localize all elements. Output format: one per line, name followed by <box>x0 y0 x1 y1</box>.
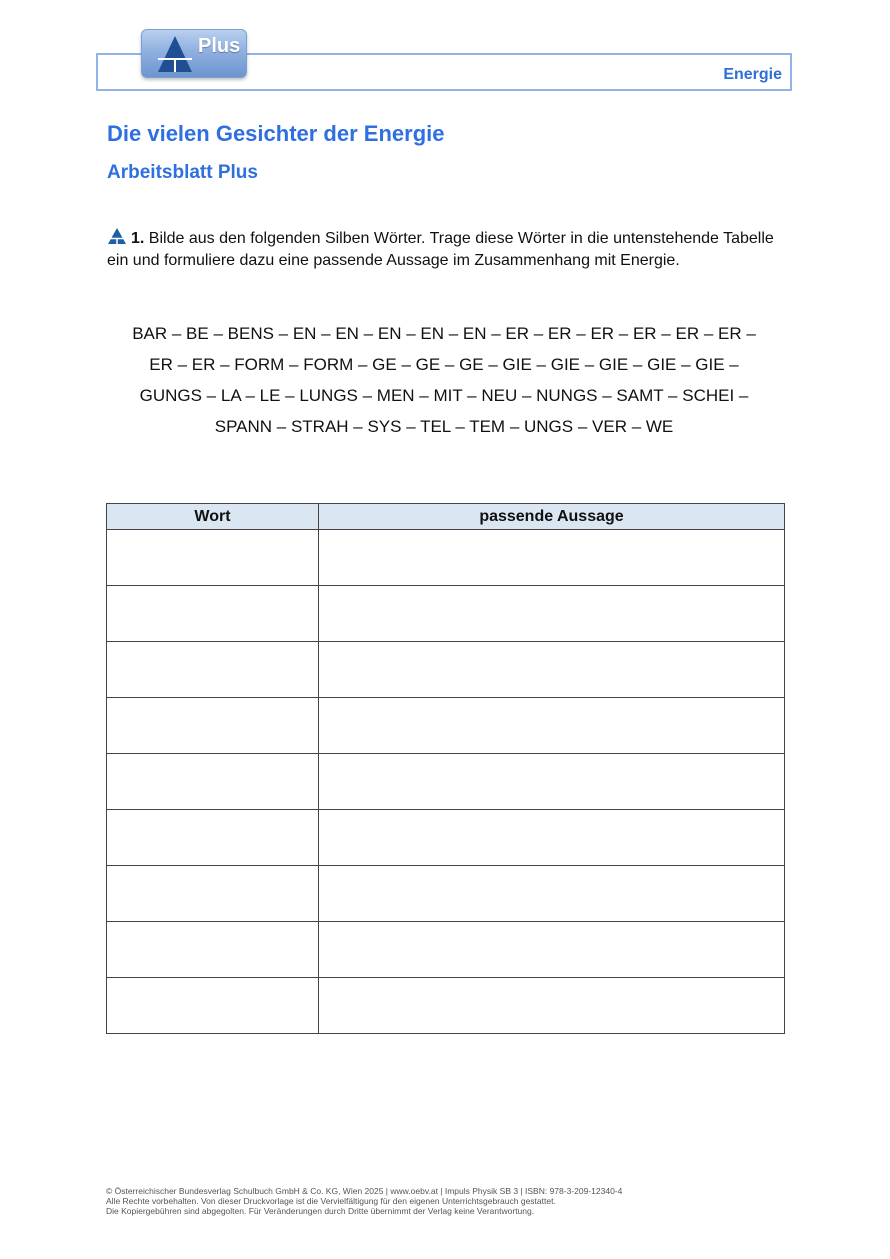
syllable-line: GUNGS – LA – LE – LUNGS – MEN – MIT – NEU – NUNGS – SAMT – SCHEI – <box>139 386 749 405</box>
footer-line: Die Kopiergebühren sind abgegolten. Für Veränderungen durch Dritte übernimmt der Verlag keine Verantwortung. <box>106 1206 535 1216</box>
syllable-list <box>96 318 792 442</box>
table-row <box>107 530 785 586</box>
table-header-row <box>107 504 785 530</box>
statement-cell[interactable] <box>319 922 785 978</box>
answer-table <box>106 503 785 1034</box>
page-title: Die vielen Gesichter der Energie <box>107 121 445 146</box>
statement-cell[interactable] <box>319 978 785 1034</box>
statement-cell[interactable] <box>319 754 785 810</box>
footer <box>106 1186 806 1216</box>
page-subtitle: Arbeitsblatt Plus <box>107 162 258 183</box>
word-cell[interactable] <box>107 978 319 1034</box>
task-number: 1. <box>131 230 145 247</box>
statement-cell[interactable] <box>319 810 785 866</box>
column-header-aussage: passende Aussage <box>319 504 785 530</box>
topic-label: Energie <box>723 66 782 83</box>
logo-text: Plus <box>198 35 241 57</box>
task-text: Bilde aus den folgenden Silben Wörter. Trage diese Wörter in die untenstehende Tabelle ein und formuliere dazu eine passende Aussage im Zusammenhang mit Energie. <box>107 230 774 269</box>
word-cell[interactable] <box>107 866 319 922</box>
table-row <box>107 810 785 866</box>
table-row <box>107 642 785 698</box>
table-row <box>107 754 785 810</box>
statement-cell[interactable] <box>319 530 785 586</box>
word-cell[interactable] <box>107 810 319 866</box>
word-cell[interactable] <box>107 586 319 642</box>
statement-cell[interactable] <box>319 642 785 698</box>
footer-line: © Österreichischer Bundesverlag Schulbuch GmbH & Co. KG, Wien 2025 | www.oebv.at | Impuls Physik SB 3 | ISBN: 978-3-209-12340-4 <box>106 1186 623 1196</box>
statement-cell[interactable] <box>319 866 785 922</box>
syllable-line: SPANN – STRAH – SYS – TEL – TEM – UNGS – VER – WE <box>214 417 674 436</box>
table-row <box>107 866 785 922</box>
plus-logo <box>141 29 247 78</box>
table-row <box>107 586 785 642</box>
task-instruction <box>107 227 787 271</box>
table-row <box>107 978 785 1034</box>
pyramid-task-icon <box>107 227 127 251</box>
pyramid-logo-icon <box>156 34 194 74</box>
syllable-line: ER – ER – FORM – FORM – GE – GE – GE – GIE – GIE – GIE – GIE – GIE – <box>149 355 739 374</box>
word-cell[interactable] <box>107 698 319 754</box>
table-row <box>107 922 785 978</box>
word-cell[interactable] <box>107 754 319 810</box>
syllable-line: BAR – BE – BENS – EN – EN – EN – EN – EN – ER – ER – ER – ER – ER – ER – <box>132 324 756 343</box>
table-row <box>107 698 785 754</box>
footer-line: Alle Rechte vorbehalten. Von dieser Druckvorlage ist die Vervielfältigung für den eigenen Unterrichtsgebrauch gestattet. <box>106 1196 556 1206</box>
statement-cell[interactable] <box>319 586 785 642</box>
word-cell[interactable] <box>107 530 319 586</box>
word-cell[interactable] <box>107 922 319 978</box>
word-cell[interactable] <box>107 642 319 698</box>
statement-cell[interactable] <box>319 698 785 754</box>
column-header-wort: Wort <box>107 504 319 530</box>
